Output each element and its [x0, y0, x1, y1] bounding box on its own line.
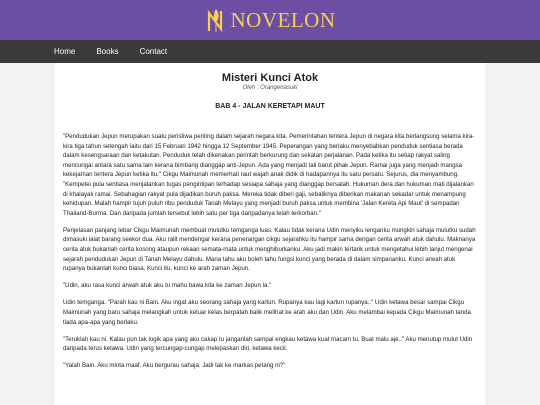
story-paragraph: "Yalah Bain. Aku minta maaf. Aku bergurau sahaja. Jadi tak ke markas petang ni?": [63, 362, 286, 370]
top-nav: [0, 40, 540, 63]
story-paragraph: "Teruklah kau ni. Kalau pun tak logik apa yang aku cakap tu janganlah sampai engkau ketawa kuat macam tu. Buat malu aje.." Aku menutup mulut Udin daripada terus ketawa. Udin yang tercungap-cungap melepaskan diri, ketawa kecil.: [63, 335, 473, 353]
site-header: [0, 0, 540, 40]
story-body: [63, 132, 477, 371]
story-paragraph: "Udin, aku rasa kunci arwah atuk aku tu mahu bawa kita ke zaman Jepun la.": [63, 282, 272, 290]
brand-name: NOVELON: [230, 7, 336, 32]
chapter-heading: BAB 4 - JALAN KERETAPI MAUT: [215, 103, 325, 110]
nav-item-contact[interactable]: Contact: [139, 47, 168, 56]
story-paragraph: Udin temganga. "Parah kau ni Bain. Aku ingat aku seorang sahaja yang kartun. Rupanya kau lagi kartun rupanya.." Udin ketawa besar sampai Cikgu Maimunah yang baru sahaja melangkah untuk keluar kelas berpatah balik melihat ke arah aku dan Udin. Aku melambai kepada Cikgu Maimunah tanda tiada apa-apa yang berlaku.: [63, 299, 471, 326]
story-content[interactable]: [55, 63, 485, 405]
story-author: Oleh : Orangenasuki: [242, 85, 298, 91]
nav-item-books[interactable]: Books: [96, 47, 119, 56]
brand[interactable]: [205, 7, 336, 33]
story-paragraph: "Pendudukan Jepun merupakan suatu peristiwa penting dalam sejarah negara kita. Pemerintahan tentera Jepun di negara kita berlangsung selama kira-kira tiga tahun setengah iaitu dari 15 Februari 1942 hingga 12 September 1945. Peperangan yang berlaku menyebabkan penduduk sentiasa berada dalam kesengsaraan dan ketakutan. Penduduk telah dikenakan perintah berkurung dan sekatan perjalanan. Pada ketika itu setiap rakyat saling mencurigai antara satu sama lain kerana bimbang dianggap anti-Jepun. Ada yang menjadi tali barut pihak Jepun. Ramai juga yang menjadi mangsa kekejaman tentera Jepun ketika itu." Cikgu Maimunah memerhati raut wajah anak didik di hadapannya itu satu persatu. Sejurus, dia menyambung. "Kempetei pula sentiasa menjalankan tugas pengintipan terhadap sesiapa sahaja yang dianggap bersalah. Hukuman dera dan hukuman mati dijalankan di khalayak ramai. Sebahagian rakyat pula dijadikan buruh paksa. Mereka tidak diberi gaji, sebaliknya diberikan makanan sekadar untuk menampung kehidupan. Malah hampir tujuh puluh ribu penduduk Tanah Melayu yang menjadi buruh paksa untuk membina 'Jalan Kereta Api Maut' di sempadan Thailand-Burma. Dan daripada jumlah tersebut lebih satu per tiga daripadanya telah terkorban.": [63, 133, 475, 217]
story-title: Misteri Kunci Atok: [221, 72, 319, 84]
story-paragraph: Penjelasan panjang lebar Cikgu Maimunah membuat mulutku temganga luas. Kalau tidak kerana Udin menyiku lenganku mungkin sahaja mulutku sudah dimasuki lalat barang seekor dua. Aku ralit mendengar kerana penerangan cikgu sejarahku itu hampir sama dengan cerita arwah atuk dahulu. Maknanya cerita atuk bukanlah cerita kosong ataupun rekaan semata-mata untuk menghiburkanku. Aku jadi makin tertarik untuk mengetahui lebih lanjut mengenai sejarah pendudukan Jepun di Tanah Melayu dahulu. Mana tahu aku boleh tahu fungsi kunci yang berada di dalam simpananku. Kunci arwah atuk rupanya bukanlah kunci biasa. Kunci itu, kunci ke arah zaman Jepun.: [63, 226, 476, 273]
quill-n-logo-icon: [205, 7, 227, 33]
nav-item-home[interactable]: Home: [54, 47, 76, 56]
